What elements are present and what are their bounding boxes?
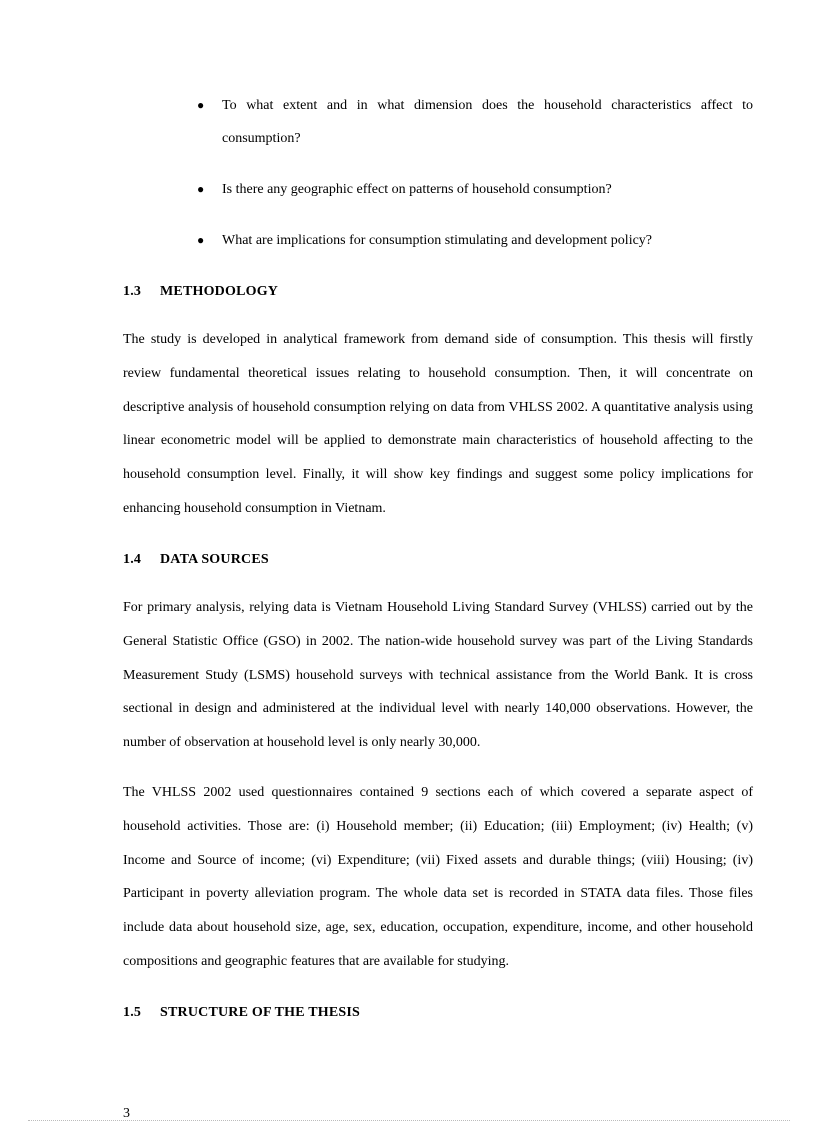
section-heading-data-sources: [123, 550, 269, 570]
methodology-paragraph: The study is developed in analytical framework from demand side of consumption. This thesis will firstly review fundamental theoretical issues relating to household consumption. Then, it will concentrate on descriptive analysis of household consumption relying on data from VHLSS 2002. A quantitative analysis using linear econometric model will be applied to demonstrate main characteristics of household affecting to the household consumption level. Finally, it will show key findings and suggest some policy implications for enhancing household consumption in Vietnam.: [123, 332, 753, 516]
section-number: 1.4: [123, 552, 142, 567]
data-sources-paragraph-1: For primary analysis, relying data is Vietnam Household Living Standard Survey (VHLSS) carried out by the General Statistic Office (GSO) in 2002. The nation-wide household survey was part of the Living Standards Measurement Study (LSMS) household surveys with technical assistance from the World Bank. It is cross sectional in design and administered at the individual level with nearly 140,000 observations. However, the number of observation at household level is only nearly 30,000.: [123, 600, 753, 751]
section-heading-structure: [123, 1003, 360, 1023]
section-heading-methodology: [123, 282, 278, 302]
question-list-item: [197, 89, 753, 155]
bullet-icon: ●: [197, 233, 205, 247]
bullet-icon: ●: [197, 182, 205, 196]
question-text: What are implications for consumption stimulating and development policy?: [222, 233, 653, 248]
bullet-icon: ●: [197, 98, 205, 112]
footer-divider: [28, 1120, 790, 1121]
question-list-item: [197, 173, 753, 206]
section-number: 1.5: [123, 1005, 142, 1020]
page-number: 3: [123, 1106, 130, 1121]
section-title: STRUCTURE OF THE THESIS: [160, 1005, 361, 1020]
question-text: Is there any geographic effect on patterns of household consumption?: [222, 182, 612, 197]
section-title: METHODOLOGY: [160, 284, 279, 299]
question-list-item: [197, 224, 753, 257]
section-title: DATA SOURCES: [160, 552, 269, 567]
section-number: 1.3: [123, 284, 142, 299]
data-sources-paragraph-2: The VHLSS 2002 used questionnaires contained 9 sections each of which covered a separate aspect of household activities. Those are: (i) Household member; (ii) Education; (iii) Employment; (iv) Health; (v) Income and Source of income; (vi) Expenditure; (vii) Fixed assets and durable things; (viii) Housing; (iv) Participant in poverty alleviation program. The whole data set is recorded in STATA data files. Those files include data about household size, age, sex, education, occupation, expenditure, income, and other household compositions and geographic features that are available for studying.: [123, 785, 753, 969]
question-text: To what extent and in what dimension does the household characteristics affect to consumption?: [222, 98, 753, 146]
